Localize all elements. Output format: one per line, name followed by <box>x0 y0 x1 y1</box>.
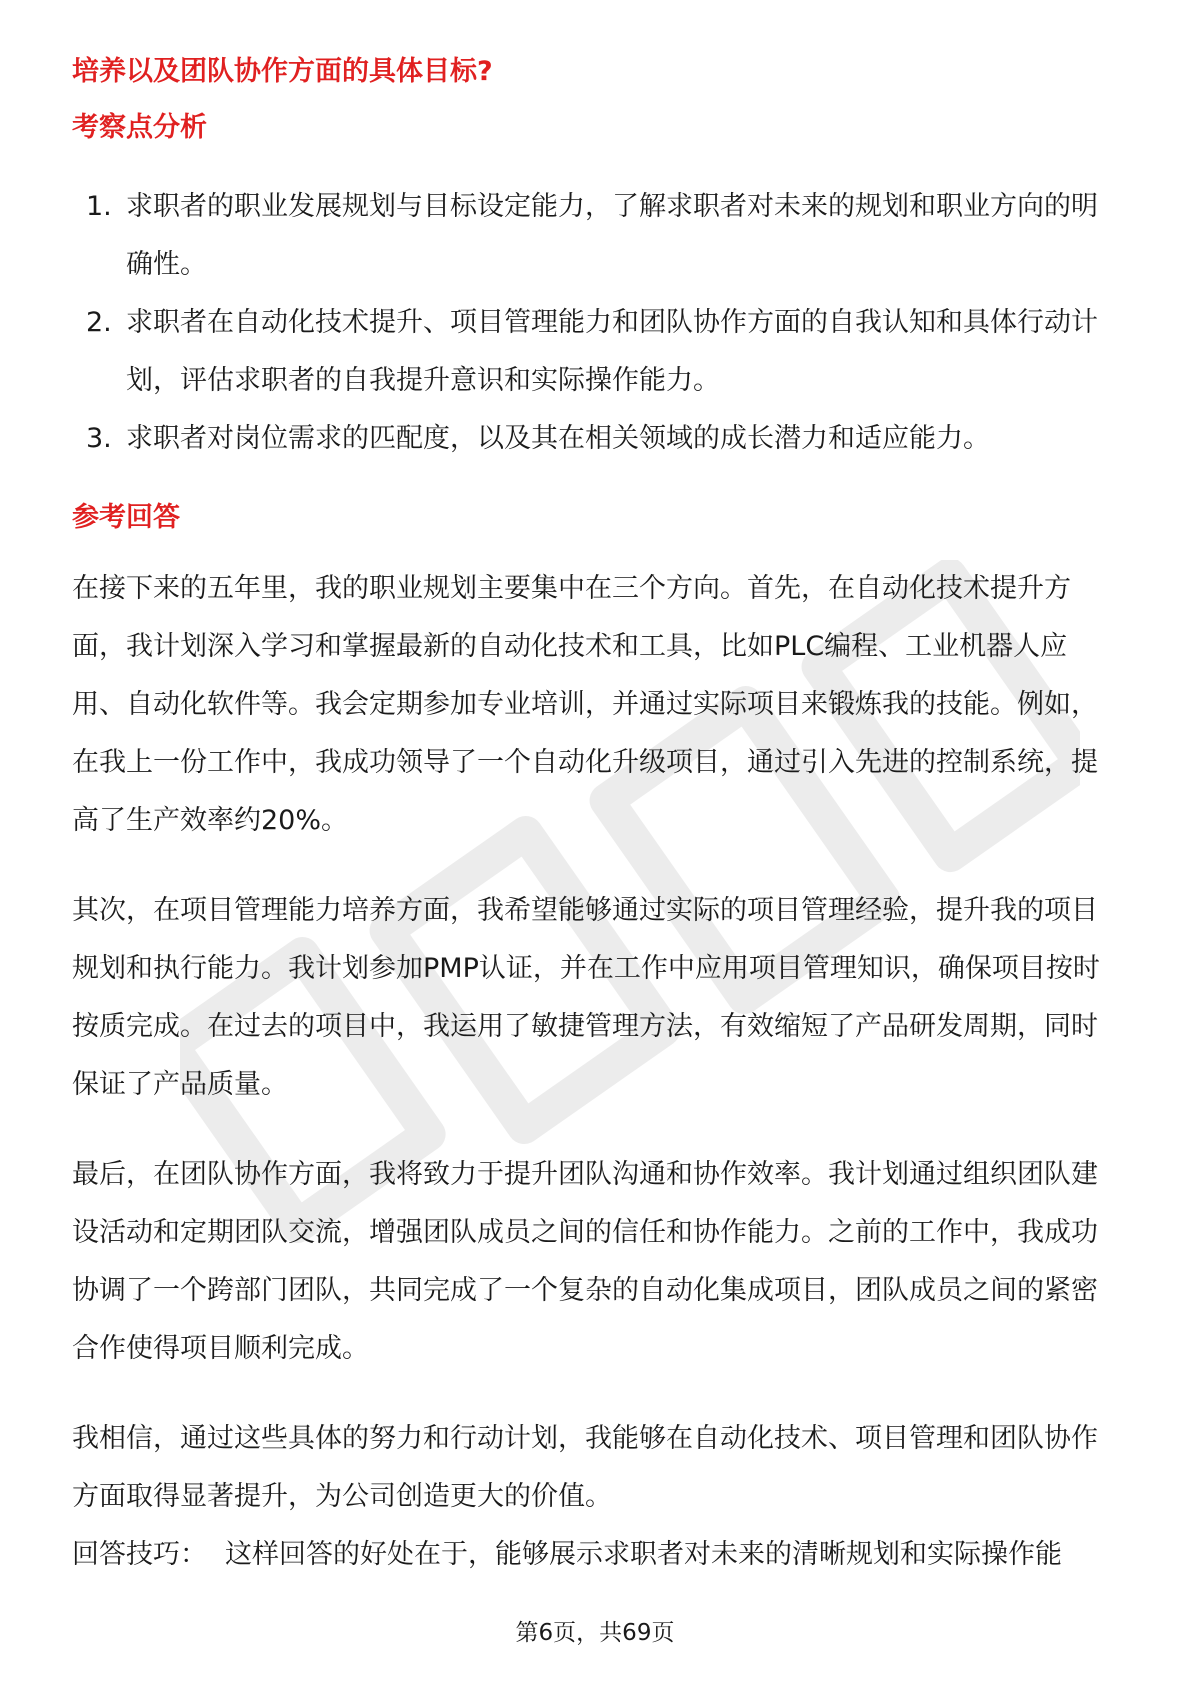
analysis-heading: 考察点分析 <box>72 112 207 143</box>
answer-paragraph: 在接下来的五年里，我的职业规划主要集中在三个方向。首先，在自动化技术提升方面，我计划深入学习和掌握最新的自动化技术和工具，比如PLC编程、工业机器人应用、自动化软件等。我会定期参加专业培训，并通过实际项目来锻炼我的技能。例如，在我上一份工作中，我成功领导了一个自动化升级项目，通过引入先进的控制系统，提高了生产效率约20%。 <box>72 573 1098 836</box>
tip-text: 这样回答的好处在于，能够展示求职者对未来的清晰规划和实际操作能 <box>225 1539 1062 1570</box>
list-number: 1. <box>86 191 112 222</box>
answer-paragraph: 最后，在团队协作方面，我将致力于提升团队沟通和协作效率。我计划通过组织团队建设活动和定期团队交流，增强团队成员之间的信任和协作能力。之前的工作中，我成功协调了一个跨部门团队，共同完成了一个复杂的自动化集成项目，团队成员之间的紧密合作使得项目顺利完成。 <box>72 1159 1098 1364</box>
answer-body <box>72 560 1118 1526</box>
answer-heading: 参考回答 <box>72 502 180 533</box>
list-item <box>72 294 1118 410</box>
list-text: 求职者的职业发展规划与目标设定能力，了解求职者对未来的规划和职业方向的明确性。 <box>126 191 1098 280</box>
tip-label: 回答技巧： <box>72 1539 207 1570</box>
answer-paragraph: 其次，在项目管理能力培养方面，我希望能够通过实际的项目管理经验，提升我的项目规划和执行能力。我计划参加PMP认证，并在工作中应用项目管理知识，确保项目按时按质完成。在过去的项目中，我运用了敏捷管理方法，有效缩短了产品研发周期，同时保证了产品质量。 <box>72 895 1100 1100</box>
list-item <box>72 410 1118 468</box>
analysis-list <box>72 178 1118 468</box>
page-content <box>72 50 1118 1584</box>
page-number: 第6页，共69页 <box>515 1620 675 1646</box>
list-number: 2. <box>86 307 112 338</box>
list-text: 求职者在自动化技术提升、项目管理能力和团队协作方面的自我认知和具体行动计划，评估求职者的自我提升意识和实际操作能力。 <box>126 307 1098 396</box>
answer-tip <box>72 1526 1118 1584</box>
answer-paragraph: 我相信，通过这些具体的努力和行动计划，我能够在自动化技术、项目管理和团队协作方面取得显著提升，为公司创造更大的价值。 <box>72 1423 1098 1512</box>
list-item <box>72 178 1118 294</box>
list-text: 求职者对岗位需求的匹配度，以及其在相关领域的成长潜力和适应能力。 <box>126 423 990 454</box>
list-number: 3. <box>86 423 112 454</box>
question-heading: 培养以及团队协作方面的具体目标? <box>72 56 493 87</box>
